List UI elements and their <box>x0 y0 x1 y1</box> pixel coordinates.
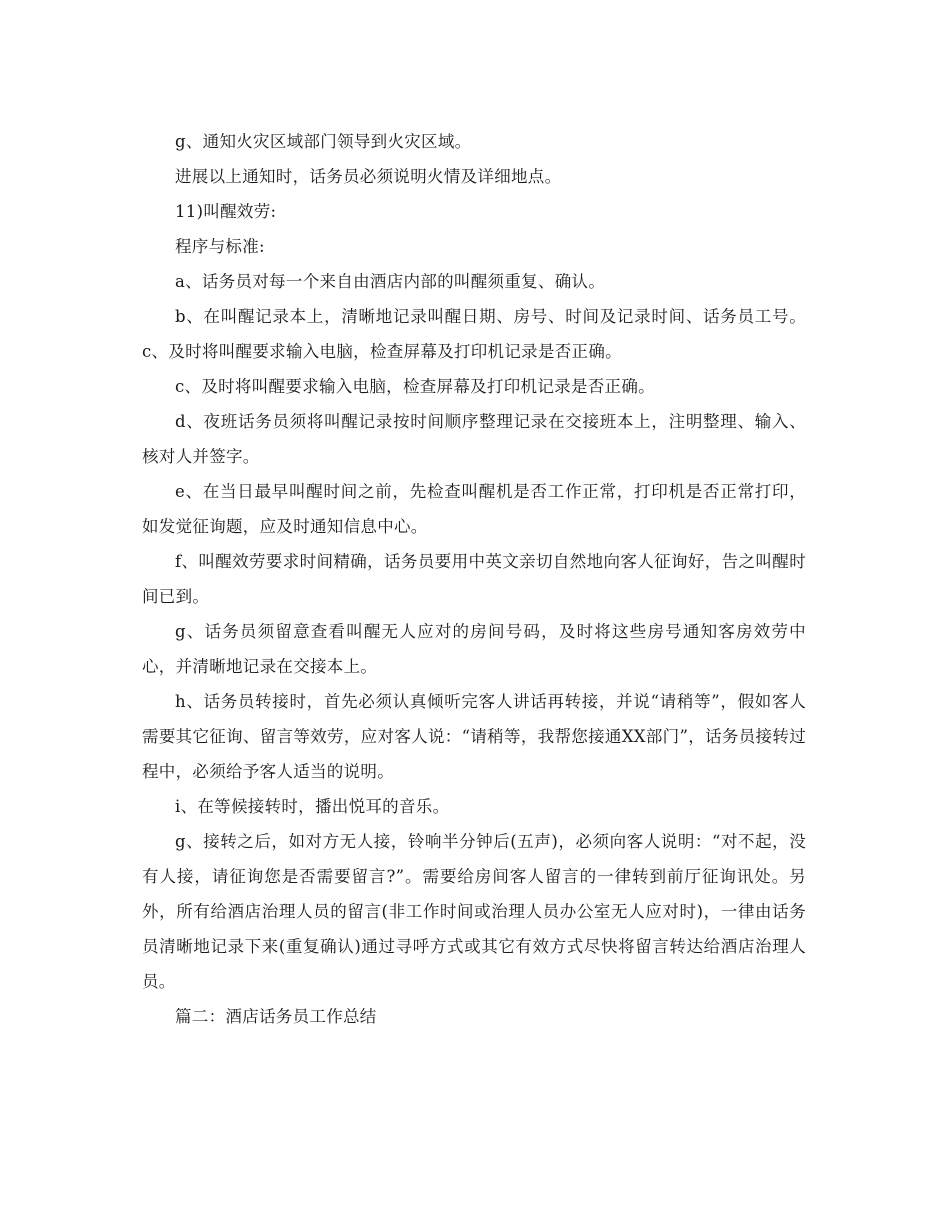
section-heading-wakeup-service: 11)叫醒效劳: <box>175 202 277 221</box>
paragraph-fire-notify-leaders: g、通知火灾区域部门领导到火灾区域。 <box>175 132 472 151</box>
paragraph-notify-details: 进展以上通知时，话务员必须说明火情及详细地点。 <box>175 167 562 186</box>
paragraph-item-d: d、夜班话务员须将叫醒记录按时间顺序整理记录在交接班本上，注明整理、输入、核对人并签字。 <box>142 412 806 466</box>
paragraph-item-a: a、话务员对每一个来自由酒店内部的叫醒须重复、确认。 <box>175 272 606 291</box>
paragraph-item-i: i、在等候接转时，播出悦耳的音乐。 <box>175 797 450 816</box>
paragraph-item-h: h、话务员转接时，首先必须认真倾听完客人讲话再转接，并说“请稍等”，假如客人需要其它征询、留言等效劳，应对客人说：“请稍等，我帮您接通XX部门”，话务员接转过程中，必须给予客人适当的说明。 <box>142 692 806 781</box>
paragraph-item-g: g、话务员须留意查看叫醒无人应对的房间号码，及时将这些房号通知客房效劳中心，并清晰地记录在交接本上。 <box>142 622 806 676</box>
section-heading-part-two: 篇二：酒店话务员工作总结 <box>175 1007 377 1026</box>
paragraph-item-e: e、在当日最早叫醒时间之前，先检查叫醒机是否工作正常，打印机是否正常打印，如发觉征询题，应及时通知信息中心。 <box>142 482 806 536</box>
paragraph-item-c: c、及时将叫醒要求输入电脑，检查屏幕及打印机记录是否正确。 <box>175 377 655 396</box>
paragraph-item-b: b、在叫醒记录本上，清晰地记录叫醒日期、房号、时间及记录时间、话务员工号。c、及时将叫醒要求输入电脑，检查屏幕及打印机记录是否正确。 <box>142 307 806 361</box>
paragraph-item-f: f、叫醒效劳要求时间精确，话务员要用中英文亲切自然地向客人征询好，告之叫醒时间已到。 <box>142 552 806 606</box>
subheading-procedure-standard: 程序与标准: <box>175 237 265 256</box>
document-body <box>142 124 806 1034</box>
paragraph-item-g-transfer: g、接转之后，如对方无人接，铃响半分钟后(五声)，必须向客人说明：“对不起，没有人接，请征询您是否需要留言?”。需要给房间客人留言的一律转到前厅征询讯处。另外，所有给酒店治理人员的留言(非工作时间或治理人员办公室无人应对时)，一律由话务员清晰地记录下来(重复确认)通过寻呼方式或其它有效方式尽快将留言转达给酒店治理人员。 <box>142 832 806 991</box>
